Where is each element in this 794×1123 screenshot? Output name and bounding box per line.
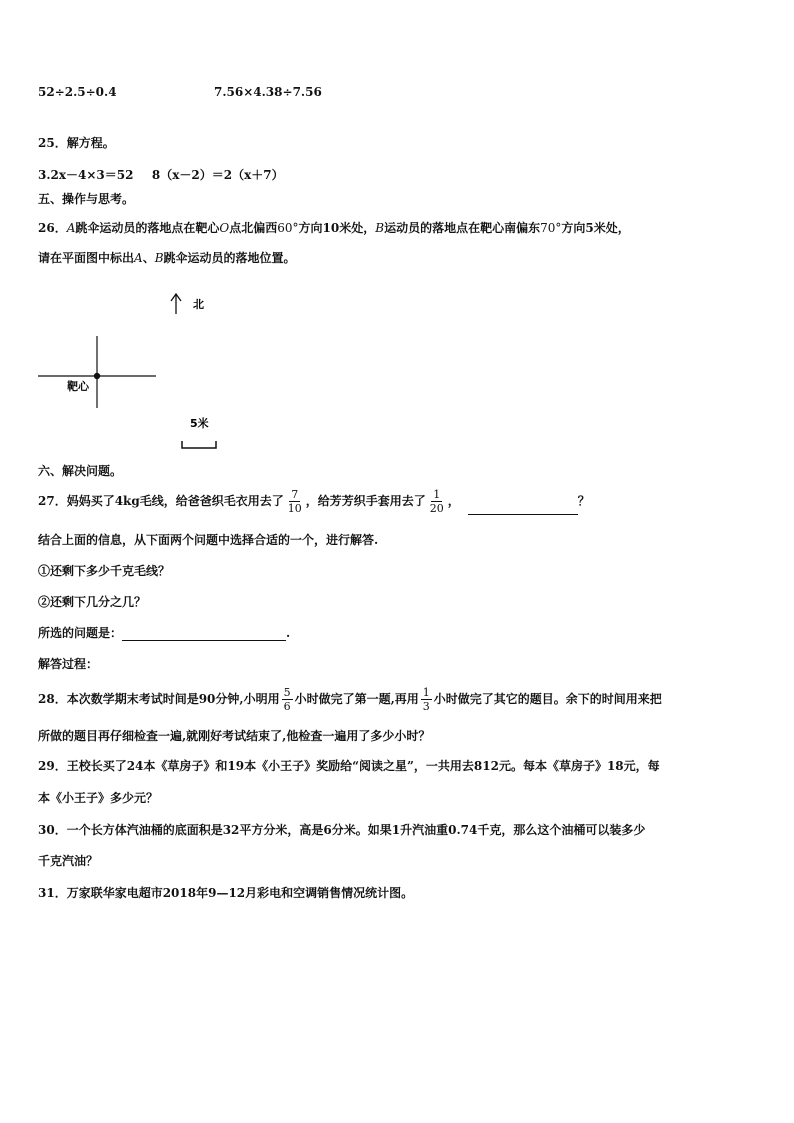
q27-info: 结合上面的信息，从下面两个问题中选择合适的一个，进行解答. [38, 533, 379, 547]
fraction-7-10: $\frac{7}{10}$ [287, 488, 302, 515]
target-diagram [0, 0, 794, 470]
q29-line-1: 29．王校长买了24本《草房子》和19本《小王子》奖励给“阅读之星”，一共用去812元。每本《草房子》18元，每 [38, 759, 660, 773]
q27-option-1: ①还剩下多少千克毛线？ [38, 564, 171, 578]
q31-line-1: 31．万家联华家电超市2018年9—12月彩电和空调销售情况统计图。 [38, 886, 414, 900]
section-5-heading: 五、操作与思考。 [38, 192, 135, 206]
q27-process-label: 解答过程： [38, 657, 99, 671]
fraction-1-3: $\frac{1}{3}$ [422, 686, 430, 713]
scale-label: 5米 [190, 417, 209, 430]
q25-title: 25．解方程。 [38, 136, 115, 150]
section-6-heading: 六、解决问题。 [38, 464, 123, 478]
q27-question: 27．妈妈买了4kg毛线，给爸爸织毛衣用去了 $\frac{7}{10}$ ，给芳芳织手套用去了 $\frac{1}{20}$ ， ？ [38, 488, 590, 515]
q25-equation-1: 3.2x－4×3＝52 [38, 168, 134, 182]
q26-line-2: 请在平面图中标出A、B跳伞运动员的落地位置。 [38, 251, 296, 265]
q28-line-1: 28．本次数学期末考试时间是90分钟,小明用 $\frac{5}{6}$ 小时做完了第一题,再用 $\frac{1}{3}$ 小时做完了其它的题目。余下的时间用来把 [38, 686, 662, 713]
q27-chosen-blank[interactable] [122, 628, 286, 641]
north-label: 北 [193, 298, 204, 311]
crosshair [38, 336, 156, 408]
target-center-point [94, 373, 100, 379]
north-arrow-icon [171, 294, 181, 314]
fraction-5-6: $\frac{5}{6}$ [283, 686, 291, 713]
q26-line-1: 26．A跳伞运动员的落地点在靶心O点北偏西60°方向10米处，B运动员的落地点在靶心南偏东70°方向5米处， [38, 221, 630, 235]
fraction-1-20: $\frac{1}{20}$ [429, 488, 444, 515]
q28-line-2: 所做的题目再仔细检查一遍,就刚好考试结束了,他检查一遍用了多少小时？ [38, 729, 431, 743]
calc-expression-2: 7.56×4.38÷7.56 [214, 85, 322, 99]
q27-chosen-question: 所选的问题是： . [38, 626, 291, 640]
q27-option-2: ②还剩下几分之几？ [38, 595, 147, 609]
target-center-label: 靶心 [67, 380, 89, 393]
q30-line-1: 30．一个长方体汽油桶的底面积是32平方分米，高是6分米。如果1升汽油重0.74千克，那么这个油桶可以装多少 [38, 823, 646, 837]
q27-answer-blank[interactable] [468, 502, 578, 515]
q25-equation-2: 8（x－2）＝2（x＋7） [151, 168, 284, 182]
q30-line-2: 千克汽油？ [38, 854, 99, 868]
q29-line-2: 本《小王子》多少元？ [38, 791, 159, 805]
calc-expression-1: 52÷2.5÷0.4 [38, 85, 117, 99]
scale-bar [182, 441, 216, 448]
